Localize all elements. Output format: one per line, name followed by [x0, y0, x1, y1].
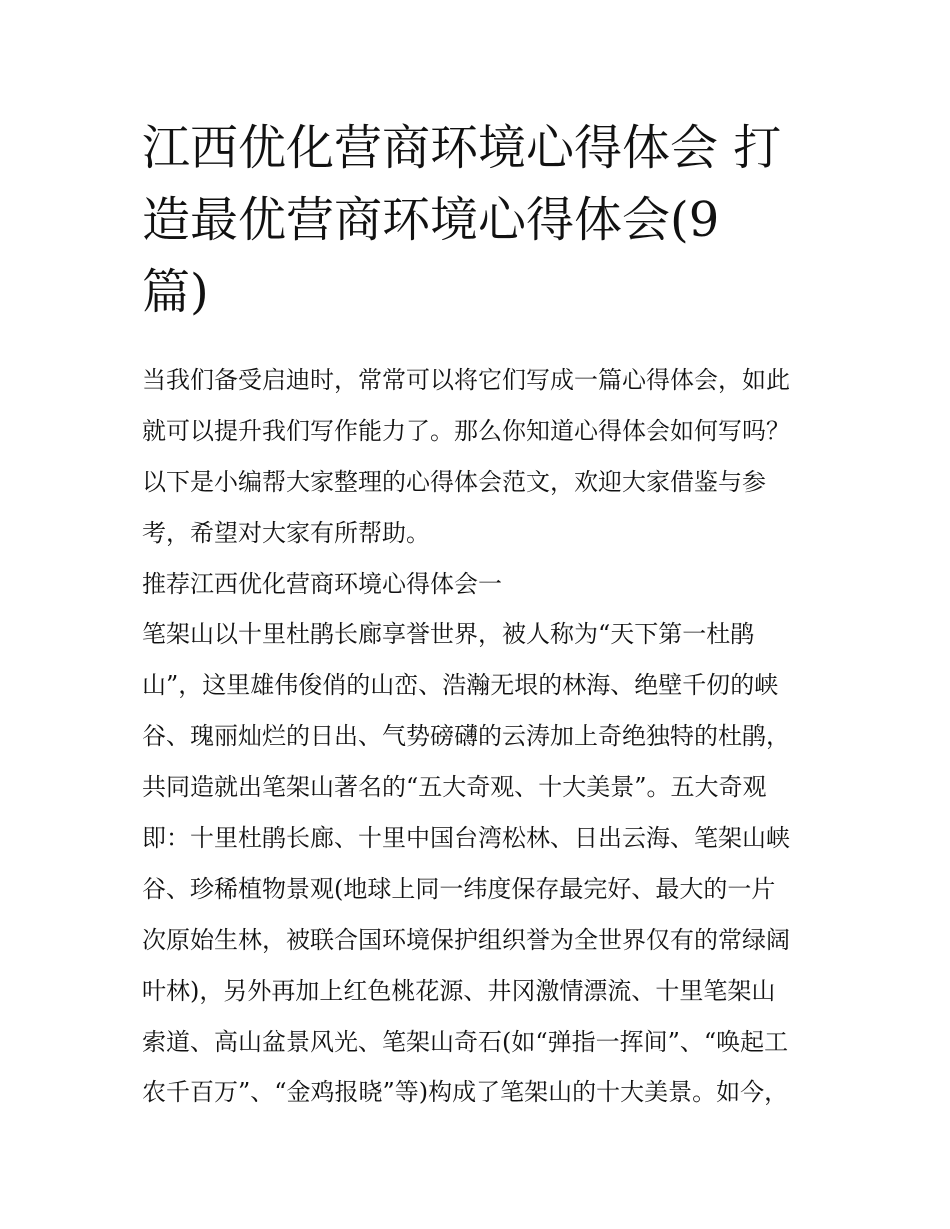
title-line: 篇)	[142, 264, 209, 320]
paragraph-line: 笔架山以十里杜鹃长廊享誉世界，被人称为“天下第一杜鹃	[142, 620, 755, 649]
paragraph-line: 谷、珍稀植物景观(地球上同一纬度保存最完好、最大的一片	[142, 874, 776, 903]
paragraph-line: 叶林)，另外再加上红色桃花源、井冈激情漂流、十里笔架山	[142, 976, 776, 1005]
intro-paragraph	[142, 355, 832, 559]
article-paragraph	[142, 609, 832, 1118]
paragraph-line: 当我们备受启迪时，常常可以将它们写成一篇心得体会，如此	[142, 366, 790, 394]
paragraph-line: 农千百万”、“金鸡报晓”等)构成了笔架山的十大美景。如今，	[142, 1078, 789, 1107]
document-body	[142, 355, 832, 1118]
section-heading: 推荐江西优化营商环境心得体会一	[142, 569, 502, 598]
paragraph-line: 即：十里杜鹃长廊、十里中国台湾松林、日出云海、笔架山峡	[142, 824, 790, 853]
paragraph-line: 就可以提升我们写作能力了。那么你知道心得体会如何写吗？	[142, 416, 790, 445]
paragraph-line: 考，希望对大家有所帮助。	[142, 518, 430, 547]
paragraph-line: 次原始生林，被联合国环境保护组织誉为全世界仅有的常绿阔	[142, 925, 790, 954]
paragraph-line: 谷、瑰丽灿烂的日出、气势磅礴的云涛加上奇绝独特的杜鹃，	[142, 722, 790, 751]
paragraph-line: 以下是小编帮大家整理的心得体会范文，欢迎大家借鉴与参	[142, 467, 766, 496]
title-line: 造最优营商环境心得体会(9	[142, 192, 720, 248]
title-line: 江西优化营商环境心得体会 打	[142, 120, 782, 176]
paragraph-line: 山”，这里雄伟俊俏的山峦、浩瀚无垠的林海、绝壁千仞的峡	[142, 671, 779, 700]
document-title	[142, 112, 822, 328]
paragraph-line: 索道、高山盆景风光、笔架山奇石(如“弹指一挥间”、“唤起工	[142, 1027, 789, 1056]
paragraph-line: 共同造就出笔架山著名的“五大奇观、十大美景”。五大奇观	[142, 773, 767, 802]
